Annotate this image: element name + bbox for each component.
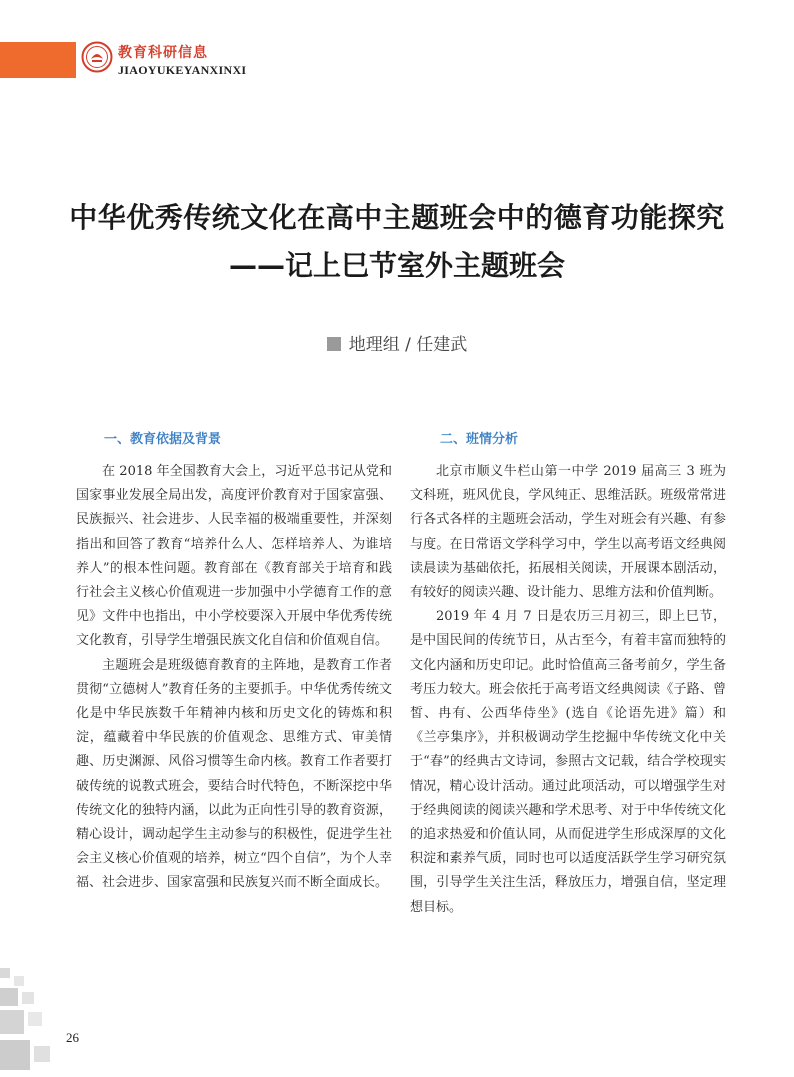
section-heading-left: 一、教育依据及背景 [104, 432, 222, 447]
journal-name-en: JIAOYUKEYANXINXI [118, 63, 247, 77]
paragraph: 在 2018 年全国教育大会上，习近平总书记从党和国家事业发展全局出发，高度评价教育对于国家富强、民族振兴、社会进步、人民幸福的极端重要性，并深刻指出和回答了教育“培养什么人、怎样培养人、为谁培养人”的根本性问题。教育部在《教育部关于培育和践行社会主义核心价值观进一步加强中小学德育工作的意见》文件中也指出，中小学校要深入开展中华优秀传统文化教育，引导学生增强民族文化自信和价值观自信。 [76, 464, 392, 649]
article-subtitle: ——记上巳节室外主题班会 [228, 249, 565, 282]
paragraph: 主题班会是班级德育教育的主阵地，是教育工作者贯彻“立德树人”教育任务的主要抓手。中华优秀传统文化是中华民族数千年精神内核和历史文化的铸炼和积淀，蕴藏着中华民族的价值观念、思维方式、审美情趣、历史渊源、风俗习惯等生命内核。教育工作者要打破传统的说教式班会，要结合时代特色，不断深挖中华传统文化的独特内涵，以此为正向性引导的教育资源，精心设计，调动起学生主动参与的积极性，促进学生社会主义核心价值观的培养，树立“四个自信”，为个人幸福、社会进步、国家富强和民族复兴而不断全面成长。 [76, 657, 392, 891]
left-column [76, 460, 392, 896]
author-name: 地理组 / 任建武 [348, 335, 468, 355]
square-bullet-icon [327, 337, 341, 351]
header-accent-bar [0, 42, 76, 78]
author-line [0, 330, 794, 355]
paragraph: 2019 年 4 月 7 日是农历三月初三，即上巳节，是中国民间的传统节日，从古至今，有着丰富而独特的文化内涵和历史印记。此时恰值高三备考前夕，学生备考压力较大。班会依托于高考语文经典阅读《子路、曾皙、冉有、公西华侍坐》(选自《论语先进》篇）和《兰亭集序》，并积极调动学生挖掘中华传统文化中关于“春”的经典古文诗词，参照古文记载，结合学校现实情况，精心设计活动。通过此项活动，可以增强学生对于经典阅读的阅读兴趣和学术思考、对于中华传统文化的追求热爱和价值认同，从而促进学生形成深厚的文化积淀和素养气质，同时也可以适度活跃学生学习研究氛围，引导学生关注生活，释放压力，增强自信，坚定理想目标。 [410, 609, 726, 915]
page-number: 26 [66, 1030, 79, 1045]
journal-logo-icon [81, 41, 113, 73]
right-column [410, 460, 726, 920]
journal-name-cn: 教育科研信息 [118, 45, 208, 61]
paragraph: 北京市顺义牛栏山第一中学 2019 届高三 3 班为文科班，班风优良，学风纯正、思维活跃。班级常常进行各式各样的主题班会活动，学生对班会有兴趣、有参与度。在日常语文学科学习中，学生以高考语文经典阅读晨读为基础依托，拓展相关阅读，开展课本剧活动，有较好的阅读兴趣、设计能力、思维方法和价值判断。 [410, 464, 726, 601]
section-heading-right: 二、班情分析 [440, 432, 519, 447]
article-title: 中华优秀传统文化在高中主题班会中的德育功能探究 [69, 201, 725, 234]
